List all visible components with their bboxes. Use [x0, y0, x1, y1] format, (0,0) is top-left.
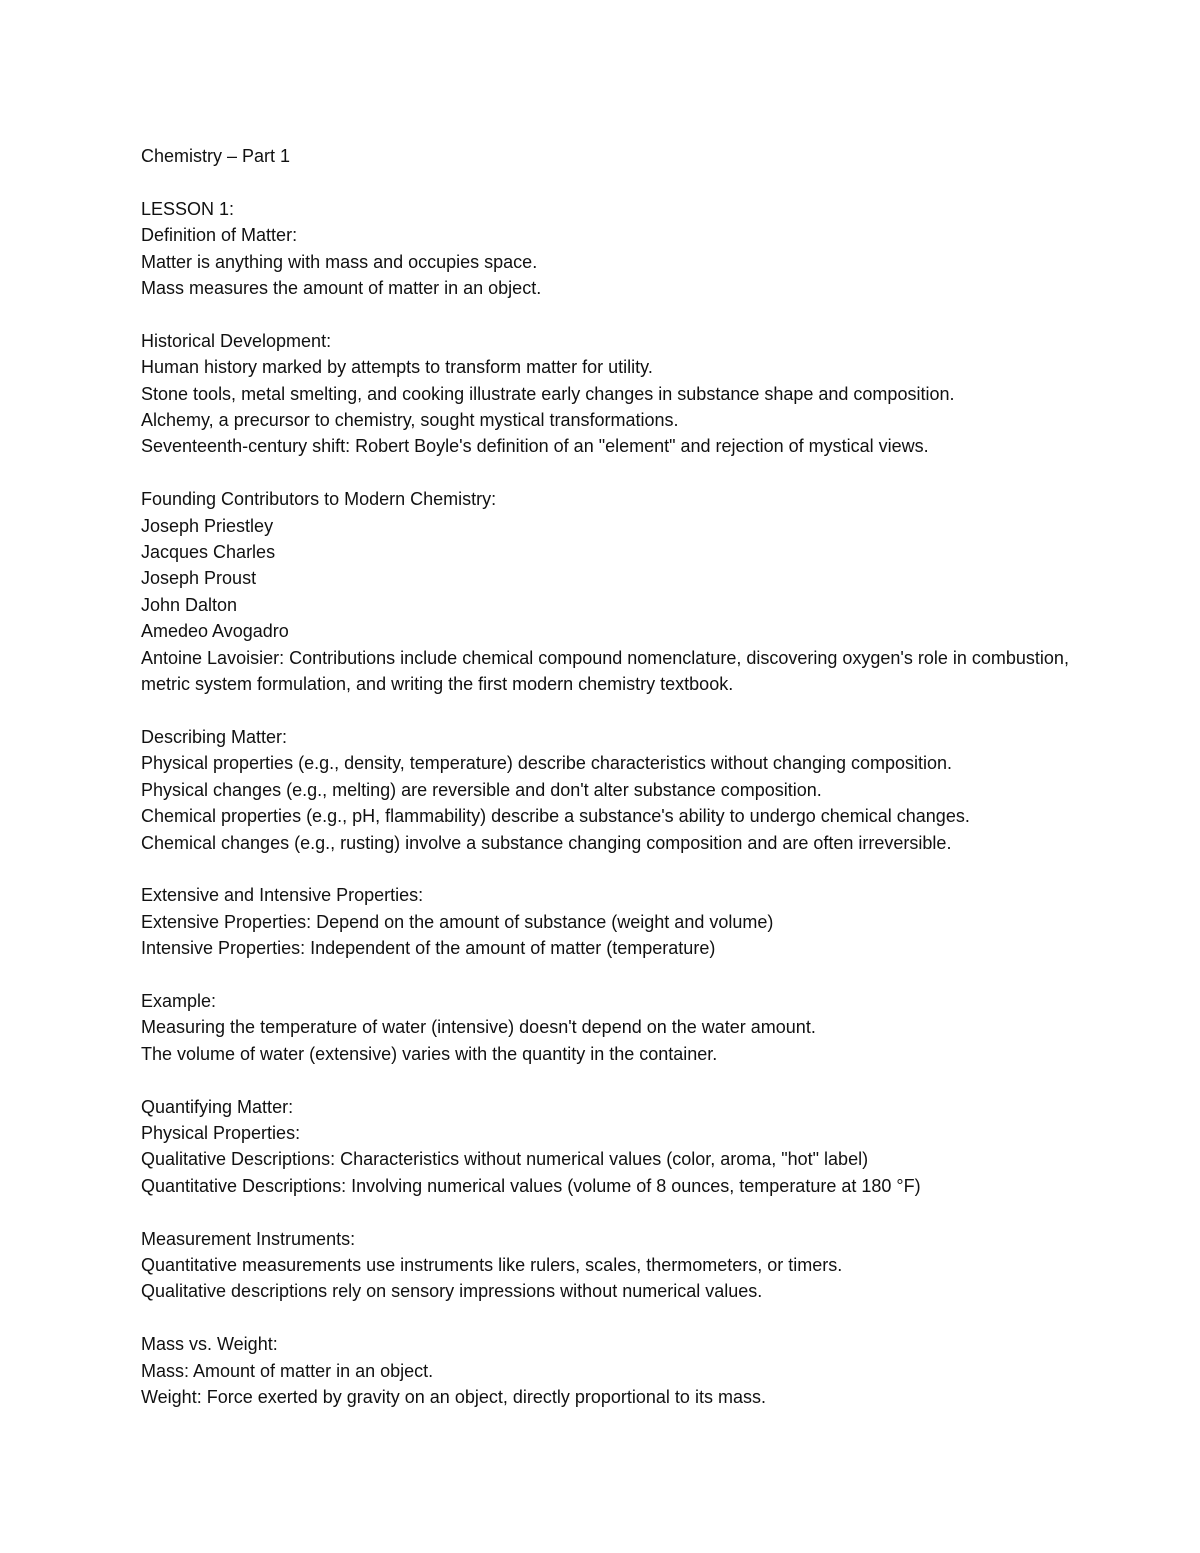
section-line: Mass measures the amount of matter in an object. [141, 278, 542, 299]
section-historical-development [141, 328, 1071, 460]
spacer [141, 1067, 1071, 1093]
document-body [141, 143, 1071, 1410]
section-heading: Extensive and Intensive Properties: [141, 885, 424, 906]
spacer [141, 1199, 1071, 1225]
section-line: Measuring the temperature of water (intensive) doesn't depend on the water amount. [141, 1017, 816, 1038]
section-quantifying-matter [141, 1094, 1071, 1200]
section-mass-vs-weight [141, 1331, 1071, 1410]
section-line: Physical Properties: [141, 1122, 301, 1143]
spacer [141, 1305, 1071, 1331]
contributor-name: Jacques Charles [141, 542, 276, 563]
section-line: Matter is anything with mass and occupies space. [141, 251, 538, 272]
section-heading: Mass vs. Weight: [141, 1334, 278, 1355]
spacer [141, 460, 1071, 486]
section-line: Chemical properties (e.g., pH, flammability) describe a substance's ability to undergo chemical changes. [141, 806, 970, 827]
section-line: Qualitative Descriptions: Characteristics without numerical values (color, aroma, "hot" label) [141, 1149, 869, 1170]
section-heading: Founding Contributors to Modern Chemistry: [141, 489, 497, 510]
section-line: Quantitative Descriptions: Involving numerical values (volume of 8 ounces, temperature at 180 °F) [141, 1175, 921, 1196]
spacer [141, 169, 1071, 195]
contributor-name: Joseph Proust [141, 568, 257, 589]
document-title: Chemistry – Part 1 [141, 146, 291, 166]
spacer [141, 962, 1071, 988]
section-line: Mass: Amount of matter in an object. [141, 1360, 434, 1381]
section-heading: Definition of Matter: [141, 225, 298, 246]
section-measurement-instruments [141, 1226, 1071, 1305]
section-line: Chemical changes (e.g., rusting) involve a substance changing composition and are often irreversible. [141, 832, 952, 853]
section-definition-of-matter [141, 222, 1071, 301]
lesson-label: LESSON 1: [141, 198, 235, 219]
section-line: Weight: Force exerted by gravity on an object, directly proportional to its mass. [141, 1386, 766, 1407]
section-extensive-intensive [141, 882, 1071, 961]
section-heading: Quantifying Matter: [141, 1096, 294, 1117]
section-line: The volume of water (extensive) varies with the quantity in the container. [141, 1043, 718, 1064]
section-heading: Historical Development: [141, 330, 332, 351]
section-line: Alchemy, a precursor to chemistry, sought mystical transformations. [141, 410, 679, 431]
spacer [141, 697, 1071, 723]
section-line: Extensive Properties: Depend on the amount of substance (weight and volume) [141, 911, 774, 932]
section-line: Qualitative descriptions rely on sensory impressions without numerical values. [141, 1281, 763, 1302]
section-line: Physical properties (e.g., density, temperature) describe characteristics without changing composition. [141, 753, 953, 774]
contributor-name: Amedeo Avogadro [141, 621, 289, 642]
section-line: Seventeenth-century shift: Robert Boyle's definition of an "element" and rejection of mystical views. [141, 436, 929, 457]
section-line: Quantitative measurements use instruments like rulers, scales, thermometers, or timers. [141, 1254, 843, 1275]
section-example [141, 988, 1071, 1067]
spacer [141, 856, 1071, 882]
section-line: Human history marked by attempts to transform matter for utility. [141, 357, 653, 378]
section-heading: Example: [141, 990, 217, 1011]
section-heading: Describing Matter: [141, 726, 288, 747]
contributor-name: Joseph Priestley [141, 515, 274, 536]
section-describing-matter [141, 724, 1071, 856]
contributor-name: John Dalton [141, 594, 238, 615]
section-heading: Measurement Instruments: [141, 1228, 356, 1249]
spacer [141, 301, 1071, 327]
section-line: Intensive Properties: Independent of the amount of matter (temperature) [141, 938, 716, 959]
contributor-lavoisier: Antoine Lavoisier: Contributions include chemical compound nomenclature, discovering oxygen's role in combustion, metric system formulation, and writing the first modern chemistry textbook. [141, 647, 1069, 695]
section-founding-contributors [141, 486, 1071, 697]
section-line: Physical changes (e.g., melting) are reversible and don't alter substance composition. [141, 779, 822, 800]
section-line: Stone tools, metal smelting, and cooking illustrate early changes in substance shape and composition. [141, 383, 955, 404]
